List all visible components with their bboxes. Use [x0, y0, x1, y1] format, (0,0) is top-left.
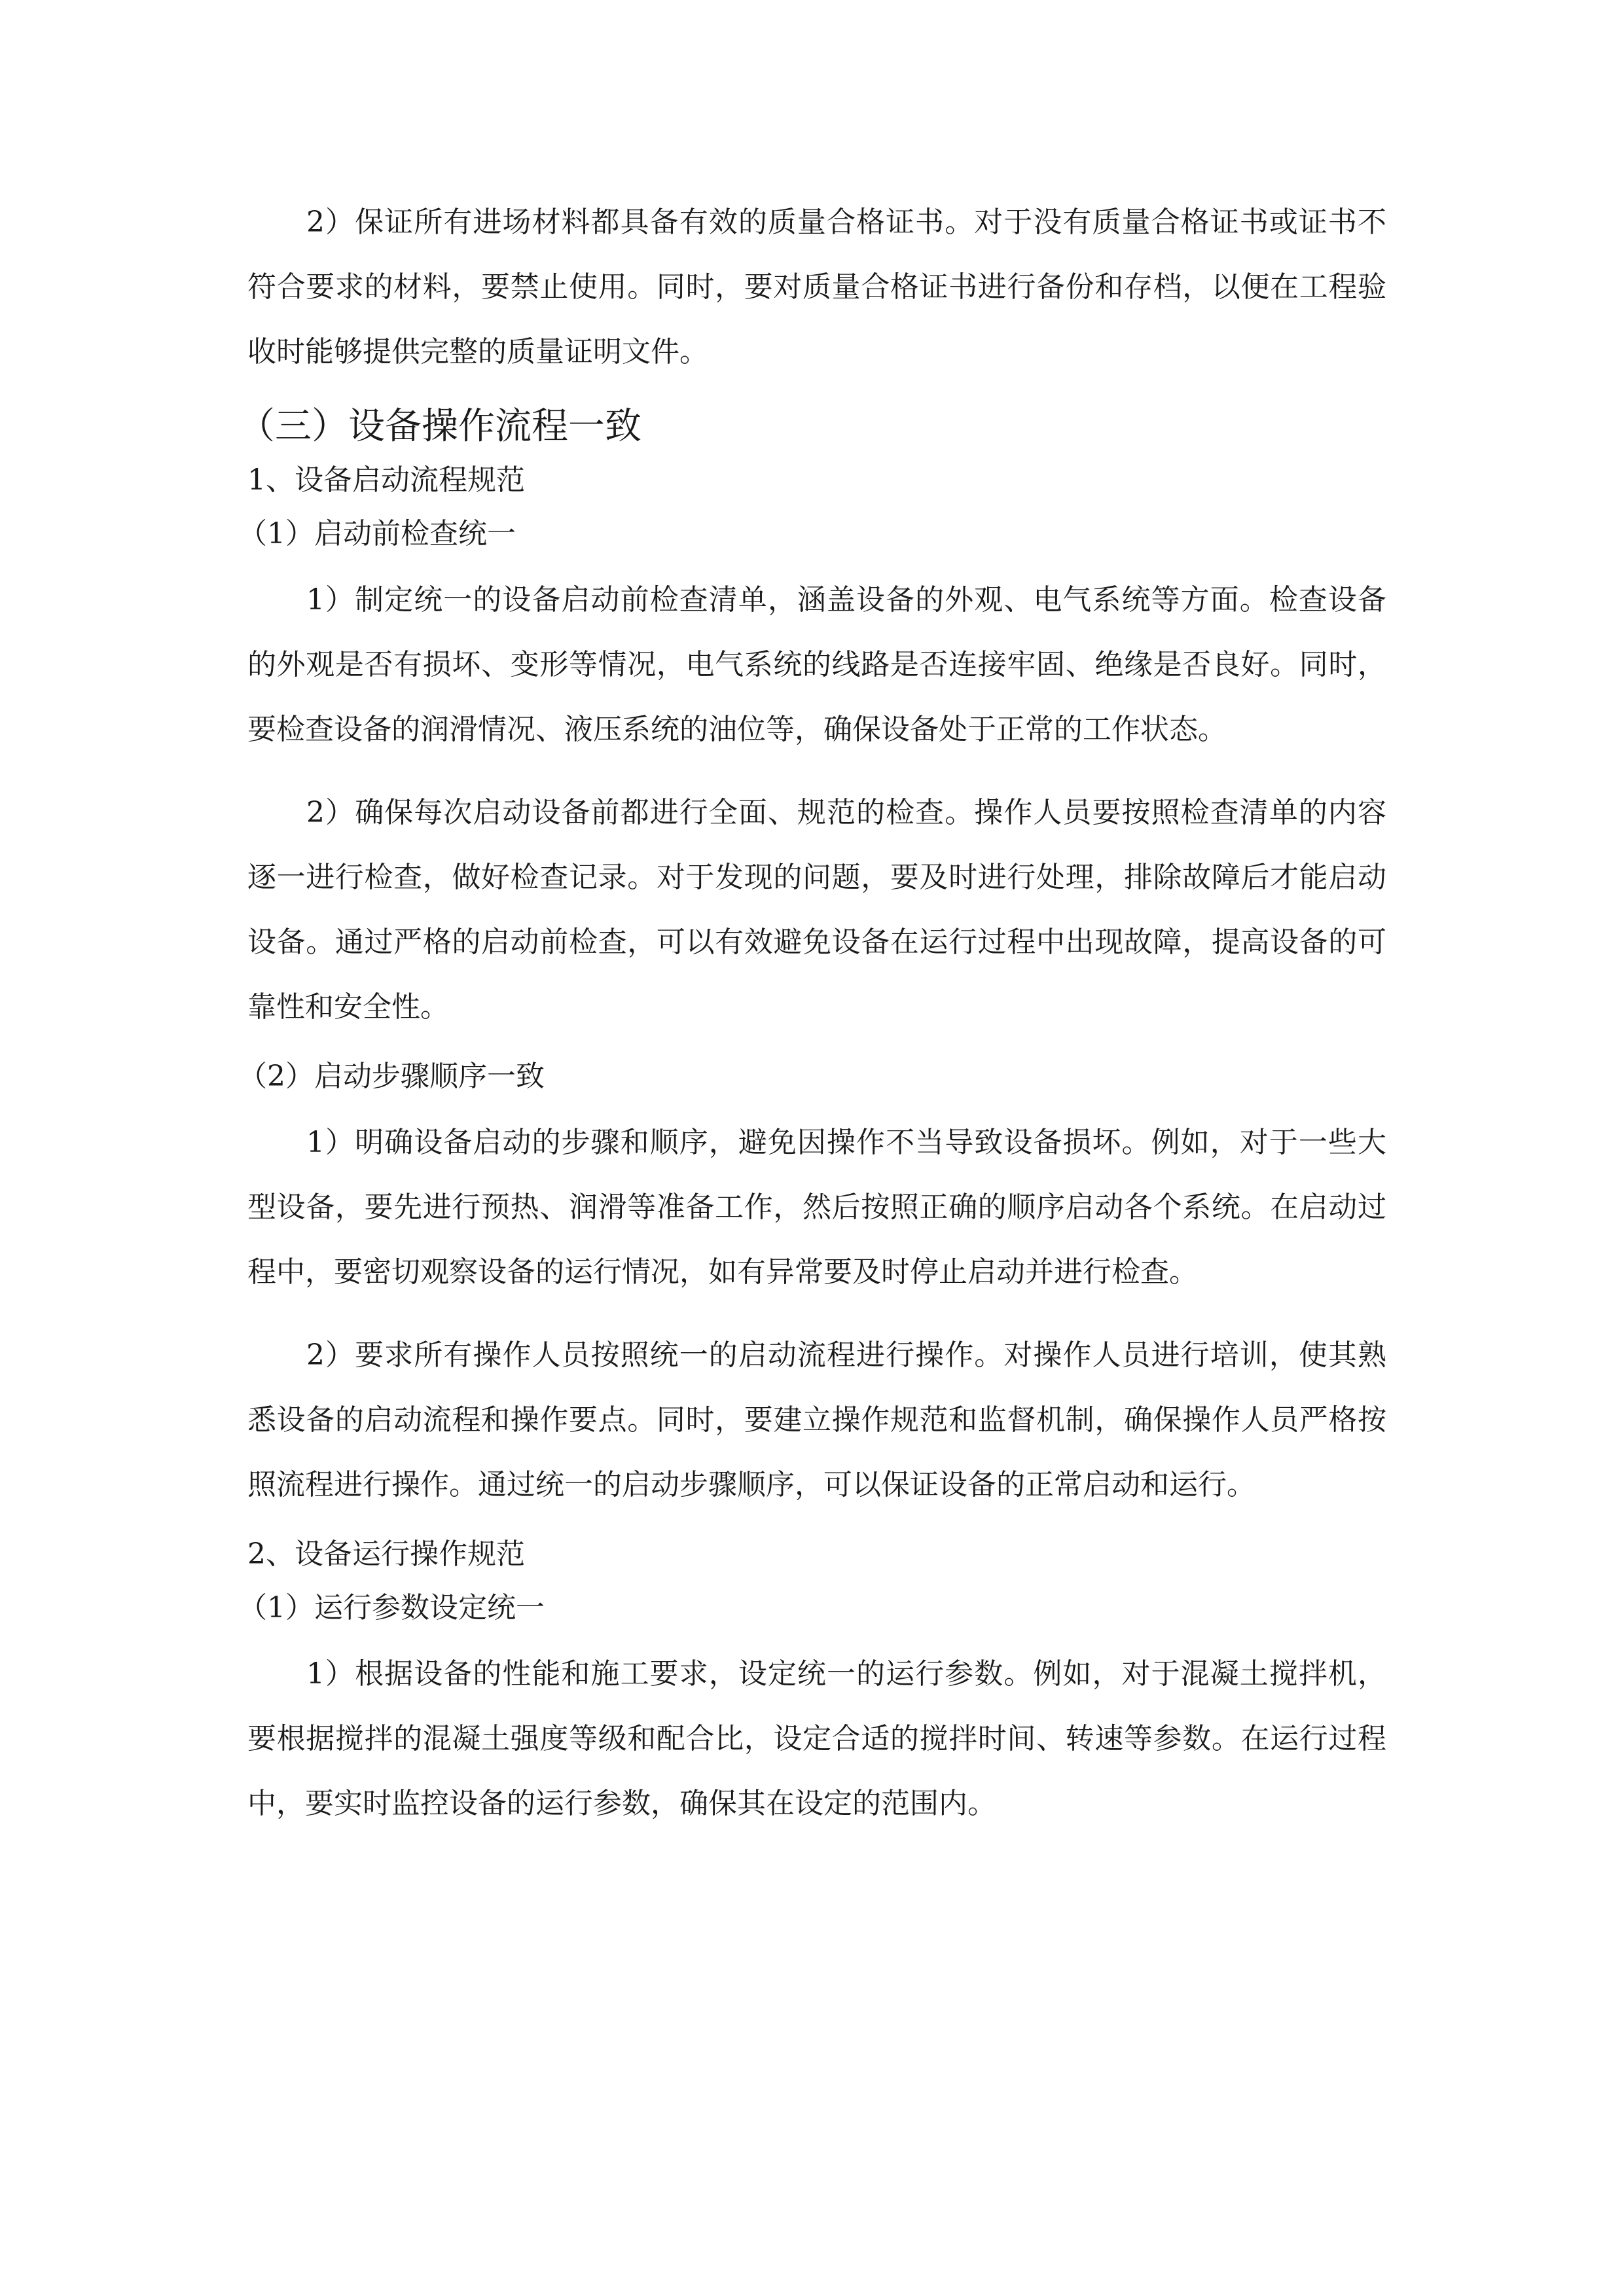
paragraph-full-inspection: 2）确保每次启动设备前都进行全面、规范的检查。操作人员要按照检查清单的内容逐一进行检查，做好检查记录。对于发现的问题，要及时进行处理，排除故障后才能启动设备。通过严格的启动前检查，可以有效避免设备在运行过程中出现故障，提高设备的可靠性和安全性。	[247, 796, 1386, 1024]
subheading-startup-order: （2）启动步骤顺序一致	[238, 1060, 545, 1093]
subheading-running-parameters: （1）运行参数设定统一	[238, 1591, 545, 1624]
document-page	[238, 190, 1386, 1854]
paragraph-parameters: 1）根据设备的性能和施工要求，设定统一的运行参数。例如，对于混凝土搅拌机，要根据搅拌的混凝土强度等级和配合比，设定合适的搅拌时间、转速等参数。在运行过程中，要实时监控设备的运行参数，确保其在设定的范围内。	[247, 1657, 1386, 1820]
paragraph-startup-steps: 1）明确设备启动的步骤和顺序，避免因操作不当导致设备损坏。例如，对于一些大型设备，要先进行预热、润滑等准备工作，然后按照正确的顺序启动各个系统。在启动过程中，要密切观察设备的运行情况，如有异常要及时停止启动并进行检查。	[247, 1126, 1386, 1289]
paragraph-certificates: 2）保证所有进场材料都具备有效的质量合格证书。对于没有质量合格证书或证书不符合要求的材料，要禁止使用。同时，要对质量合格证书进行备份和存档，以便在工程验收时能够提供完整的质量证明文件。	[247, 206, 1386, 368]
paragraph-operator-training: 2）要求所有操作人员按照统一的启动流程进行操作。对操作人员进行培训，使其熟悉设备的启动流程和操作要点。同时，要建立操作规范和监督机制，确保操作人员严格按照流程进行操作。通过统一的启动步骤顺序，可以保证设备的正常启动和运行。	[247, 1338, 1386, 1501]
section-heading-equipment-operation: （三）设备操作流程一致	[238, 405, 641, 448]
subheading-pre-start-check: （1）启动前检查统一	[238, 517, 516, 550]
heading-startup-process: 1、设备启动流程规范	[247, 463, 525, 497]
heading-running-operation: 2、设备运行操作规范	[247, 1537, 525, 1571]
paragraph-checklist: 1）制定统一的设备启动前检查清单，涵盖设备的外观、电气系统等方面。检查设备的外观是否有损坏、变形等情况，电气系统的线路是否连接牢固、绝缘是否良好。同时，要检查设备的润滑情况、液压系统的油位等，确保设备处于正常的工作状态。	[247, 583, 1386, 746]
